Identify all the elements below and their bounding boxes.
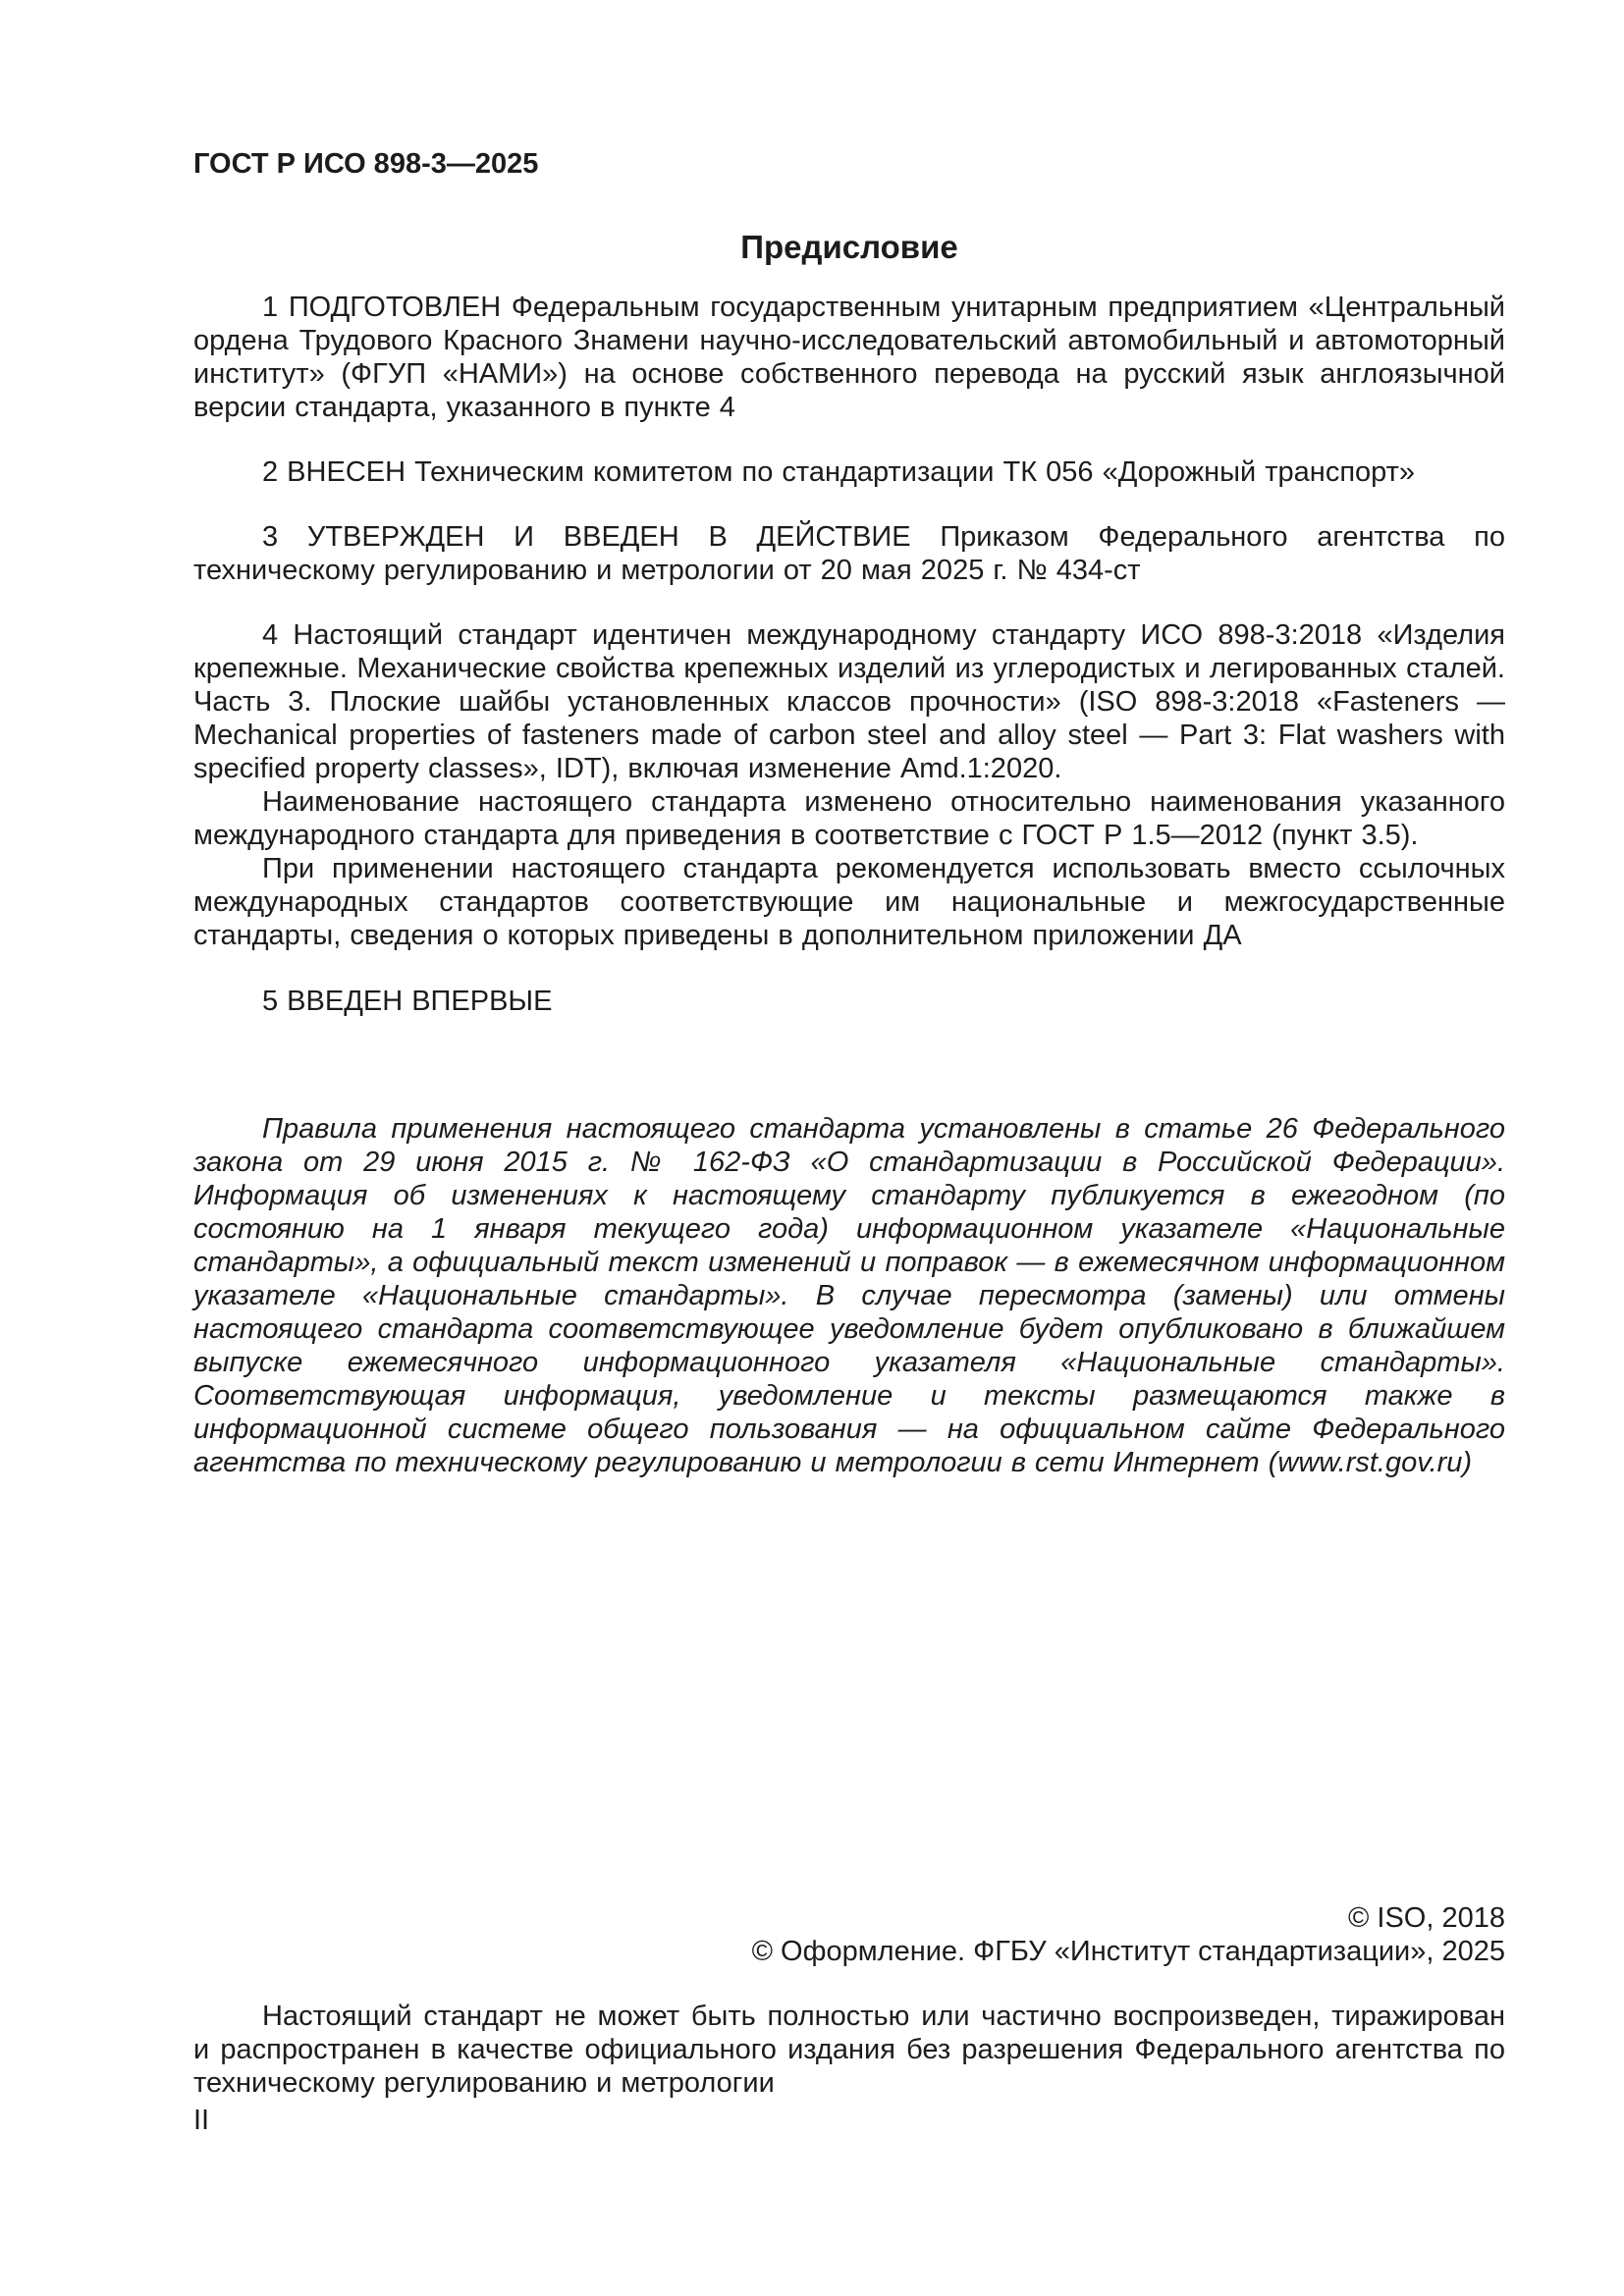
- copyright-design-line: © Оформление. ФГБУ «Институт стандартизации», 2025: [751, 1936, 1505, 1967]
- preface-title: Предисловие: [740, 229, 958, 265]
- page-number: II: [193, 2105, 210, 2136]
- copyright-block: [193, 1901, 1505, 1968]
- preface-item-4-application-note: При применении настоящего стандарта рекомендуется использовать вместо ссылочных международных стандартов соответствующие им национальные и межгосударственные стандарты, сведения о которых приведены в дополнительном приложении ДА: [193, 853, 1505, 951]
- preface-item-4-identical-standard: 4 Настоящий стандарт идентичен международному стандарту ИСО 898-3:2018 «Изделия крепежные. Механические свойства крепежных изделий из углеродистых и легированных сталей. Часть 3. Плоские шайбы установленных классов прочности» (ISO 898-3:2018 «Fasteners — Mechanical properties of fasteners made of carbon steel and alloy steel — Part 3: Flat washers with specified property classes», IDT), включая изменение Amd.1:2020.: [193, 619, 1505, 784]
- preface-item-3-approved-by: 3 УТВЕРЖДЕН И ВВЕДЕН В ДЕЙСТВИЕ Приказом Федерального агентства по техническому регулированию и метрологии от 20 мая 2025 г. № 434-ст: [193, 521, 1505, 586]
- preface-item-2-submitted-by: 2 ВНЕСЕН Техническим комитетом по стандартизации ТК 056 «Дорожный транспорт»: [262, 456, 1416, 488]
- legal-application-notice: Правила применения настоящего стандарта установлены в статье 26 Федерального закона от 29 июня 2015 г. № 162-ФЗ «О стандартизации в Российской Федерации». Информация об изменениях к настоящему стандарту публикуется в ежегодном (по состоянию на 1 января текущего года) информационном указателе «Национальные стандарты», а официальный текст изменений и поправок — в ежемесячном информационном указателе «Национальные стандарты». В случае пересмотра (замены) или отмены настоящего стандарта соответствующее уведомление будет опубликовано в ближайшем выпуске ежемесячного информационного указателя «Национальные стандарты». Соответствующая информация, уведомление и тексты размещаются также в информационной системе общего пользования — на официальном сайте Федерального агентства по техническому регулированию и метрологии в сети Интернет (www.rst.gov.ru): [193, 1113, 1505, 1478]
- page-content: [193, 147, 1505, 2137]
- preface-item-4-name-change-note: Наименование настоящего стандарта изменено относительно наименования указанного международного стандарта для приведения в соответствие с ГОСТ Р 1.5—2012 (пункт 3.5).: [193, 786, 1505, 851]
- document-code-header: ГОСТ Р ИСО 898-3—2025: [193, 148, 539, 180]
- preface-item-1-prepared-by: 1 ПОДГОТОВЛЕН Федеральным государственным унитарным предприятием «Центральный ордена Трудового Красного Знамени научно-исследовательский автомобильный и автомоторный институт» (ФГУП «НАМИ») на основе собственного перевода на русский язык англоязычной версии стандарта, указанного в пункте 4: [193, 292, 1505, 423]
- copyright-iso-line: © ISO, 2018: [1347, 1902, 1505, 1934]
- reproduction-restriction-notice: Настоящий стандарт не может быть полностью или частично воспроизведен, тиражирован и распространен в качестве официального издания без разрешения Федерального агентства по техническому регулированию и метрологии: [193, 2001, 1505, 2099]
- preface-item-5-first-introduced: 5 ВВЕДЕН ВПЕРВЫЕ: [262, 986, 553, 1017]
